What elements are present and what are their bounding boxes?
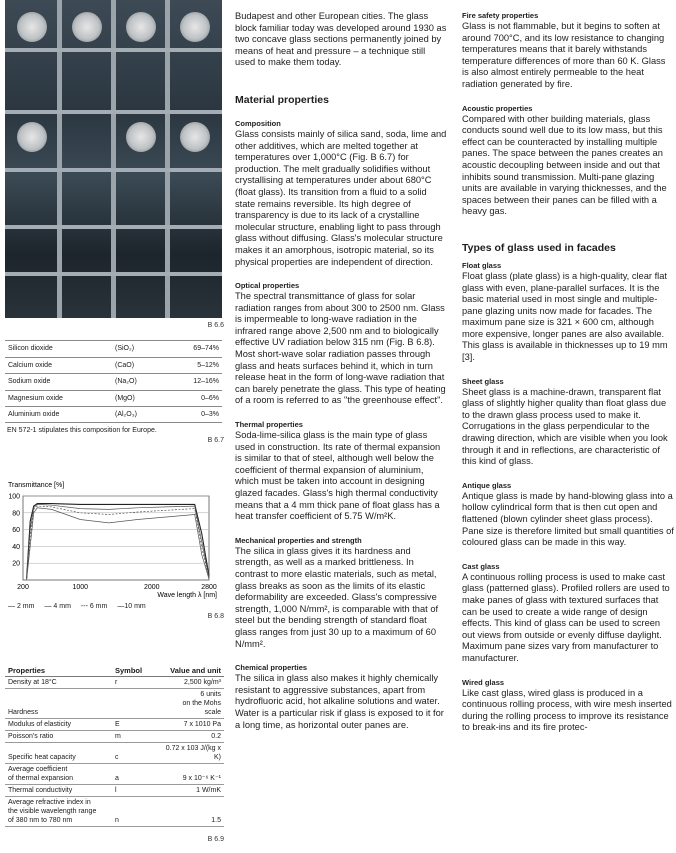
composition-row [5,406,222,423]
legend-item: --- 6 mm [80,603,108,610]
antique-text: Antique glass is made by hand-blowing glass into a hollow cylindrical form that is then cut open and flattened (blown cylinder sheet glass process). Pane size is therefore limited but small quantities of coloured glass can be made in this way. [462,490,674,548]
composition-range: 69–74% [193,345,219,353]
property-value: 9 x 10⁻⁶ K⁻¹ [182,775,221,782]
property-value: 0.2 [211,733,221,740]
composition-formula: (Al₂O₃) [115,410,137,418]
property-value: 7 x 1010 Pa [183,721,221,728]
y-tick-label: 80 [12,510,20,518]
x-tick-label: 1000 [72,584,89,591]
series-line-6-mm [27,506,209,579]
figure-tag-b67: B 6.7 [207,437,224,444]
x-tick-label: 2000 [143,584,160,591]
properties-row [5,731,224,743]
transmittance-chart [5,479,222,617]
cast-text: A continuous rolling process is used to make cast glass (patterned glass). Profiled rollers are used to make panes of glass with textured surfaces that can be used to create a wide range of design effects. This kind of glass can be used to screen out views from outside or evenly diffuse daylight. Maximum pane sizes vary from manufacturer to manufacturer. [462,571,670,663]
property-value: 0.72 x 103 J/(kg x K) [165,745,221,761]
sheet-text: Sheet glass is a machine-drawn, transparent flat glass of slightly higher quality than float glass due to the drawn glass process used to make it. Corrugations in the glass perpendicular to the drawing direction, which are visible when you look through it and in reflections, are characteristic of this kind of glass. [462,386,668,467]
properties-row [5,743,224,764]
property-name: Average refractive index in the visible wavelength range of 380 nm to 780 nm [8,799,97,824]
property-name: Modulus of elasticity [8,721,72,728]
heading-composition: Composition [235,118,281,128]
composition-name: Aluminium oxide [8,410,60,418]
properties-table [5,664,224,827]
header-symbol: Symbol [115,665,143,675]
fire-text: Glass is not flammable, but it begins to soften at around 700°C, and its low resistance to changing temperatures means that it barely withstands temperature differences of more than 60 K. Glass is also almost entirely permeable to the heat radiation generated by fire. [462,21,666,89]
composition-range: 12–16% [193,378,219,386]
section-title-types-of-glass: Types of glass used in facades [462,241,616,254]
intro-paragraph: Budapest and other European cities. The glass block familiar today was developed around 1930 as two concave glass sections permanently joined by means of heat and pressure – a technique still used to make them today. [235,11,447,68]
figure-tag-b69: B 6.9 [207,836,224,843]
property-name: Density at 18°C [8,679,57,686]
float-text: Float glass (plate glass) is a high-quality, clear flat glass with even, plane-parallel surfaces. It is the basic material used in most single and multiple-pane glazing units now made for facades. The maximum pane size is 321 × 600 cm, although more expensive, longer panes are also available. This glass is available in thicknesses up to 19 mm [3]. [462,270,668,363]
composition-row [5,357,222,374]
property-value: 2,500 kg/m³ [184,679,221,686]
composition-row [5,340,222,357]
chemical-text: The silica in glass also makes it highly chemically resistant to aggressive substances, apart from hydrofluoric acid, hot alkaline solutions and water. Water is a particular risk if glass is exposed to it for a long time, as horizontal outer panes are. [235,673,444,730]
composition-range: 0–6% [201,394,219,402]
section-title-material-properties: Material properties [235,93,329,106]
property-symbol: m [115,733,121,740]
heading-optical: Optical properties [235,281,300,291]
acoustic-text: Compared with other building materials, glass conducts sound well due to its low mass, but this effect can be counteracted by installing multiple panes. The space between the panes creates an acoustic decoupling between inside and out that inhibits sound transmission. Multi-pane glazing units are available in varying thicknesses, and the spaces between their panes can be filled with a heavy gas. [462,113,667,217]
header-value: Value and unit [170,665,221,675]
wired-text: Like cast glass, wired glass is produced in a continuous rolling process, with wire mesh inserted during the rolling process to improve its resistance to break-ins and its fire protec- [462,687,672,733]
y-axis-label: Transmittance [%] [8,482,65,489]
property-symbol: c [115,754,119,761]
legend-item: — 4 mm [44,603,71,610]
y-tick-label: 20 [12,560,20,568]
property-symbol: r [115,679,118,686]
properties-table-header [5,664,224,677]
chart-legend [8,603,146,610]
right-column [462,11,674,734]
properties-row [5,785,224,797]
properties-row [5,689,224,719]
plot-frame [23,496,209,580]
composition-row [5,390,222,407]
heading-wired-glass: Wired glass [462,677,505,687]
heading-thermal: Thermal properties [235,420,303,430]
property-name: Poisson's ratio [8,733,54,740]
facade-photo [5,0,222,318]
y-tick-label: 100 [8,493,20,501]
composition-note: EN 572-1 stipulates this composition for Europe. [7,427,157,434]
composition-name: Silicon dioxide [8,345,53,353]
properties-row [5,677,224,689]
properties-row [5,797,224,827]
heading-fire-safety: Fire safety properties [462,11,539,20]
composition-formula: (MgO) [115,394,135,402]
optical-text: The spectral transmittance of glass for solar radiation ranges from about 300 to 2500 nm. Glass is impermeable to long-wave radiation in the infrared range above 2,500 nm and to biologically effective UV radiation below 315 nm (Fig. B 6.8). Most short-wave solar radiation passes through glass and heats surfaces behind it, which in turn release heat in the form of long-wave radiation that can barely penetrate the glass. This type of heating of a room is referred to as "the greenhouse effect". [235,291,446,406]
composition-table [5,340,222,423]
composition-name: Sodium oxide [8,378,51,386]
composition-range: 0–3% [201,410,219,418]
series-line-2-mm [27,504,209,579]
property-value: 6 units on the Mohs scale [182,691,221,716]
mechanical-text: The silica in glass gives it its hardness and strength, as well as a marked brittleness. In contrast to more elastic materials, such as metal, glass breaks as soon as the limits of its elastic deformability are exceeded. Glass's compressive strength, 1,000 N/mm², is comparable with that of steel but the bending strength of standard float glass ranges from just 30 up to a maximum of 60 N/mm². [235,545,439,649]
heading-mechanical: Mechanical properties and strength [235,535,362,545]
header-properties: Properties [8,665,46,675]
x-tick-label: 200 [17,584,29,591]
heading-antique-glass: Antique glass [462,480,512,490]
property-name: Thermal conductivity [8,787,73,794]
x-axis-label: Wave length λ [nm] [157,592,217,599]
property-name: Hardness [8,709,38,716]
thermal-text: Soda-lime-silica glass is the main type of glass used in construction. Its rate of thermal expansion is similar to that of steel, although well below the coefficient of thermal expansion of aluminium, which must be taken into account in designing glazed facades. Glass's high thermal conductivity means that a 4 mm thick pane of float glass has a heat transfer coefficient of 5.75 W/m²K. [235,430,441,522]
composition-name: Magnesium oxide [8,394,63,402]
composition-range: 5–12% [197,361,219,369]
property-symbol: a [115,775,119,782]
composition-text: Glass consists mainly of silica sand, soda, lime and other additives, which are melted together at temperatures over 1,000°C (Fig. B 6.7) for production. The melt gradually solidifies without crystallising at temperatures under about 680°C (float glass). Its transition from a fluid to a solid state remains reversible. Its high degree of transparency is due to its lack of a crystalline molecular structure, enabling light to pass through glass without diffusing. Glass's molecular structure makes it an amorphous, isotropic material, so its physical properties are independent of direction. [235,128,447,267]
heading-cast-glass: Cast glass [462,561,500,571]
property-name: Specific heat capacity [8,754,76,761]
property-symbol: l [115,787,117,794]
series-line-10-mm [27,508,209,580]
heading-acoustic: Acoustic properties [462,103,533,113]
composition-name: Calcium oxide [8,361,52,369]
property-symbol: E [115,721,120,728]
middle-column [235,11,447,731]
heading-chemical: Chemical properties [235,663,308,673]
properties-row [5,764,224,785]
composition-formula: (SiO₂) [115,345,135,353]
composition-row [5,373,222,390]
property-name: Average coefficient of thermal expansion [8,766,73,782]
heading-float-glass: Float glass [462,260,502,270]
y-tick-label: 60 [12,527,20,535]
x-tick-label: 2800 [201,584,217,591]
properties-row [5,719,224,731]
property-value: 1.5 [211,817,221,824]
figure-tag-b66: B 6.6 [207,322,224,329]
figure-tag-b68: B 6.8 [207,613,224,620]
heading-sheet-glass: Sheet glass [462,376,504,386]
property-value: 1 W/mK [196,787,221,794]
legend-item: —10 mm [117,603,146,610]
y-tick-label: 40 [12,543,20,551]
legend-item: — 2 mm [8,603,35,610]
property-symbol: n [115,817,119,824]
composition-formula: (CaO) [115,361,135,369]
composition-formula: (Na₂O) [115,378,137,386]
